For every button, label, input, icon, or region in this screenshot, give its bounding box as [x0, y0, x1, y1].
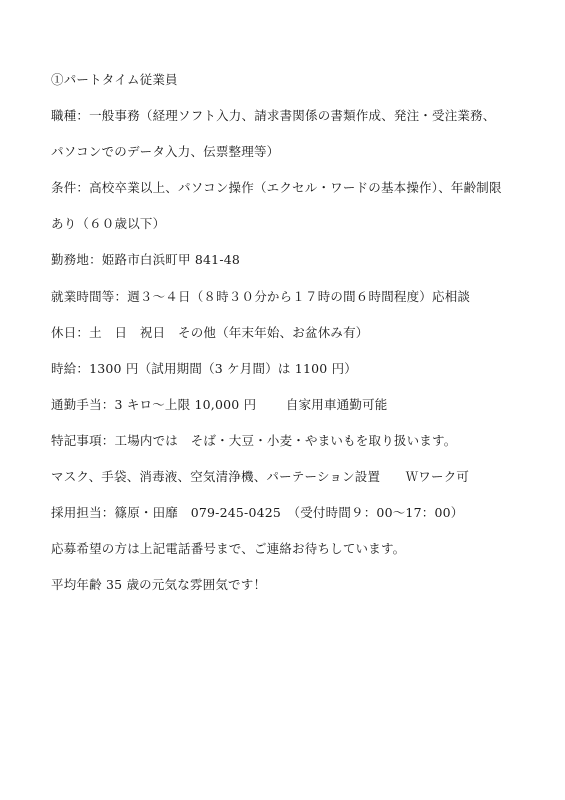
holidays: 休日：土 日 祝日 その他（年末年始、お盆休み有）: [51, 324, 369, 340]
commute-allowance: 通勤手当：3 キロ〜上限 10,000 円 自家用車通勤可能: [51, 396, 388, 412]
work-location: 勤務地：姫路市白浜町甲 841-48: [51, 252, 241, 268]
application-note: 応募希望の方は上記電話番号まで、ご連絡お待ちしています。: [51, 541, 406, 557]
working-hours: 就業時間等：週３〜４日（８時３０分から１７時の間６時間程度）応相談: [51, 288, 471, 304]
heading-part-time-staff: ①パートタイム従業員: [51, 72, 178, 87]
conditions-line-2: あり（６０歳以下）: [51, 216, 166, 232]
hourly-wage: 時給：1300 円（試用期間（3 ケ月間）は 1100 円）: [51, 360, 357, 376]
job-type-line-2: パソコンでのデータ入力、伝票整理等）: [51, 144, 280, 160]
atmosphere-note: 平均年齢 35 歳の元気な雰囲気です！: [51, 577, 267, 593]
job-posting-text: [51, 70, 521, 611]
conditions-line-1: 条件：高校卒業以上、パソコン操作（エクセル・ワードの基本操作）、年齢制限: [51, 180, 502, 196]
safety-measures: マスク、手袋、消毒液、空気清浄機、パーテーション設置 Ｗワーク可: [51, 469, 470, 485]
special-notes: 特記事項：工場内では そば・大豆・小麦・やまいもを取り扱います。: [51, 432, 457, 448]
recruiting-contact: 採用担当：篠原・田靡 079-245-0425 （受付時間９：00〜17：00）: [51, 505, 464, 521]
job-type-line-1: 職種：一般事務（経理ソフト入力、請求書関係の書類作成、発注・受注業務、: [51, 108, 496, 124]
